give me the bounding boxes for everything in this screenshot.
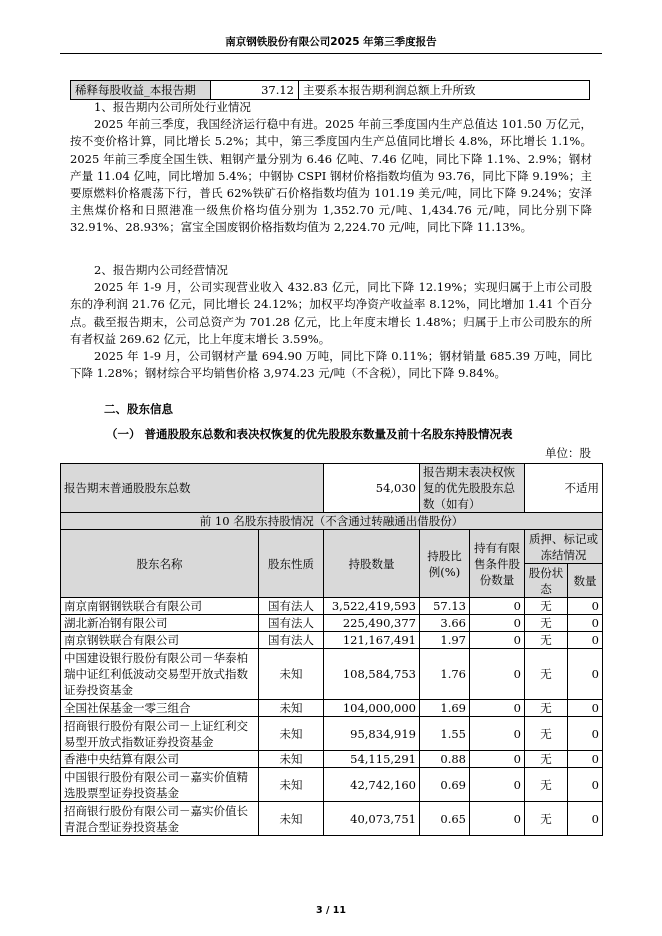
shareholder-nature: 未知 [259,649,324,700]
shareholder-name: 香港中央结算有限公司 [61,751,259,768]
shareholder-ratio: 1.97 [420,632,470,649]
shareholder-shares: 95,834,919 [324,717,420,751]
page-header: 南京钢铁股份有限公司2025 年第三季度报告 [225,36,437,48]
shareholder-pledge-count: 0 [568,632,603,649]
table-row [61,700,603,717]
shareholder-nature: 国有法人 [259,598,324,615]
table-row [61,615,603,632]
col-header-restricted: 持有有限售条件股份数量 [470,530,525,598]
shareholder-name: 中国建设银行股份有限公司－华泰柏瑞中证红利低波动交易型开放式指数证券投资基金 [61,649,259,700]
col-header-nature: 股东性质 [259,530,324,598]
shareholder-shares: 40,073,751 [324,802,420,836]
shareholder-ratio: 1.69 [420,700,470,717]
table-row [61,751,603,768]
table-row [61,768,603,802]
table-row [61,632,603,649]
shareholder-restricted: 0 [470,751,525,768]
eps-note: 主要系本报告期利润总额上升所致 [299,81,590,100]
shareholder-name: 中国银行股份有限公司－嘉实价值精选股票型证券投资基金 [61,768,259,802]
shareholder-pledge-count: 0 [568,751,603,768]
eps-label: 稀释每股收益_本报告期 [71,81,211,100]
shareholder-restricted: 0 [470,598,525,615]
shareholder-ratio: 3.66 [420,615,470,632]
shareholder-nature: 国有法人 [259,615,324,632]
unit-label: 单位：股 [545,446,591,460]
industry-heading: 1、报告期内公司所处行业情况 [94,100,251,114]
shareholder-pledge-count: 0 [568,717,603,751]
shareholder-restricted: 0 [470,717,525,751]
industry-paragraph: 2025 年前三季度，我国经济运行稳中有进。2025 年前三季度国内生产总值达 101.50 万亿元，按不变价格计算，同比增长 5.2%；其中，第三季度国内生产总值同比增长 4.8%，环比增长 1.1%。2025 年前三季度全国生铁、粗钢产量分别为 6.46 亿吨、7.46 亿吨，同比下降 1.1%、2.9%；钢材产量 11.04 亿吨，同比增加 5.4%；中钢协 CSPI 钢材价格指数均值为 93.76，同比下降 9.19%；主要原燃料价格震荡下行，普氏 62%铁矿石价格指数均值为 101.19 美元/吨，同比下降 9.24%；安泽主焦煤价格和日照港准一级焦价格均值分别为 1,352.70 元/吨、1,434.76 元/吨，同比分别下降 32.91%、28.93%；富宝全国废钢价格指数均值为 2,224.70 元/吨，同比下降 11.13%。 [70,117,592,235]
operations-section [70,262,592,382]
shareholder-restricted: 0 [470,632,525,649]
shareholder-pledge-count: 0 [568,649,603,700]
shareholder-pledge-status: 无 [525,802,568,836]
col-header-name: 股东名称 [61,530,259,598]
section-title-shareholders: 二、股东信息 [104,402,173,416]
operations-paragraph-1: 2025 年 1-9 月，公司实现营业收入 432.83 亿元，同比下降 12.19%；实现归属于上市公司股东的净利润 21.76 亿元，同比增长 24.12%；加权平均净资产收益率 8.12%，同比增加 1.41 个百分点。截至报告期末，公司总资产为 701.28 亿元，比上年度末增长 1.48%；归属于上市公司股东的所有者权益 269.62 亿元，比上年度末增长 3.59%。 [70,280,592,346]
shareholder-name: 全国社保基金一零三组合 [61,700,259,717]
shareholder-table [60,463,603,836]
shareholder-shares: 3,522,419,593 [324,598,420,615]
shareholder-shares: 225,490,377 [324,615,420,632]
shareholder-pledge-status: 无 [525,717,568,751]
shareholder-ratio: 0.88 [420,751,470,768]
preferred-holders-value: 不适用 [525,464,603,513]
operations-paragraph-2: 2025 年 1-9 月，公司钢材产量 694.90 万吨，同比下降 0.11%；钢材销量 685.39 万吨，同比下降 1.28%；钢材综合平均销售价格 3,974.23 元/吨（不含税），同比下降 9.84%。 [70,349,592,381]
shareholder-name: 招商银行股份有限公司－嘉实价值长青混合型证券投资基金 [61,802,259,836]
top10-caption: 前 10 名股东持股情况（不含通过转融通出借股份） [61,513,603,530]
shareholder-pledge-count: 0 [568,700,603,717]
table-row [61,649,603,700]
shareholder-pledge-count: 0 [568,768,603,802]
shareholder-pledge-status: 无 [525,751,568,768]
header-divider [60,53,602,54]
col-header-ratio: 持股比例(%) [420,530,470,598]
shareholder-ratio: 0.65 [420,802,470,836]
shareholder-ratio: 1.55 [420,717,470,751]
table-row [61,717,603,751]
shareholder-ratio: 0.69 [420,768,470,802]
shareholder-pledge-count: 0 [568,802,603,836]
shareholder-shares: 104,000,000 [324,700,420,717]
shareholder-nature: 未知 [259,717,324,751]
shareholder-name: 招商银行股份有限公司－上证红利交易型开放式指数证券投资基金 [61,717,259,751]
shareholder-restricted: 0 [470,768,525,802]
eps-row-table [70,80,590,100]
shareholder-ratio: 57.13 [420,598,470,615]
shareholder-pledge-status: 无 [525,615,568,632]
col-header-pledge-status: 股份状态 [525,564,568,598]
shareholder-name: 南京钢铁联合有限公司 [61,632,259,649]
page-number: 3 / 11 [316,905,346,916]
shareholder-name: 湖北新冶钢有限公司 [61,615,259,632]
shareholder-nature: 未知 [259,700,324,717]
table-row [61,598,603,615]
col-header-shares: 持股数量 [324,530,420,598]
eps-value: 37.12 [211,81,299,100]
shareholder-pledge-status: 无 [525,632,568,649]
shareholder-rows [61,598,603,836]
shareholder-restricted: 0 [470,615,525,632]
operations-heading: 2、报告期内公司经营情况 [94,263,228,277]
shareholder-name: 南京南钢钢铁联合有限公司 [61,598,259,615]
shareholder-nature: 未知 [259,802,324,836]
shareholder-nature: 未知 [259,768,324,802]
col-header-pledge-count: 数量 [568,564,603,598]
total-holders-value: 54,030 [324,464,420,513]
shareholder-pledge-status: 无 [525,700,568,717]
shareholder-shares: 54,115,291 [324,751,420,768]
shareholder-shares: 108,584,753 [324,649,420,700]
col-header-pledge-group: 质押、标记或冻结情况 [525,530,603,564]
shareholder-pledge-status: 无 [525,768,568,802]
shareholder-pledge-count: 0 [568,615,603,632]
shareholder-restricted: 0 [470,700,525,717]
section-subtitle: （一） 普通股股东总数和表决权恢复的优先股股东数量及前十名股东持股情况表 [106,427,513,441]
shareholder-pledge-count: 0 [568,598,603,615]
shareholder-ratio: 1.76 [420,649,470,700]
industry-section [70,99,592,237]
shareholder-shares: 121,167,491 [324,632,420,649]
shareholder-restricted: 0 [470,649,525,700]
shareholder-restricted: 0 [470,802,525,836]
shareholder-shares: 42,742,160 [324,768,420,802]
shareholder-nature: 国有法人 [259,632,324,649]
table-row [61,802,603,836]
shareholder-pledge-status: 无 [525,649,568,700]
shareholder-nature: 未知 [259,751,324,768]
preferred-holders-label: 报告期末表决权恢复的优先股股东总数（如有） [420,464,525,513]
total-holders-label: 报告期末普通股股东总数 [61,464,324,513]
shareholder-pledge-status: 无 [525,598,568,615]
